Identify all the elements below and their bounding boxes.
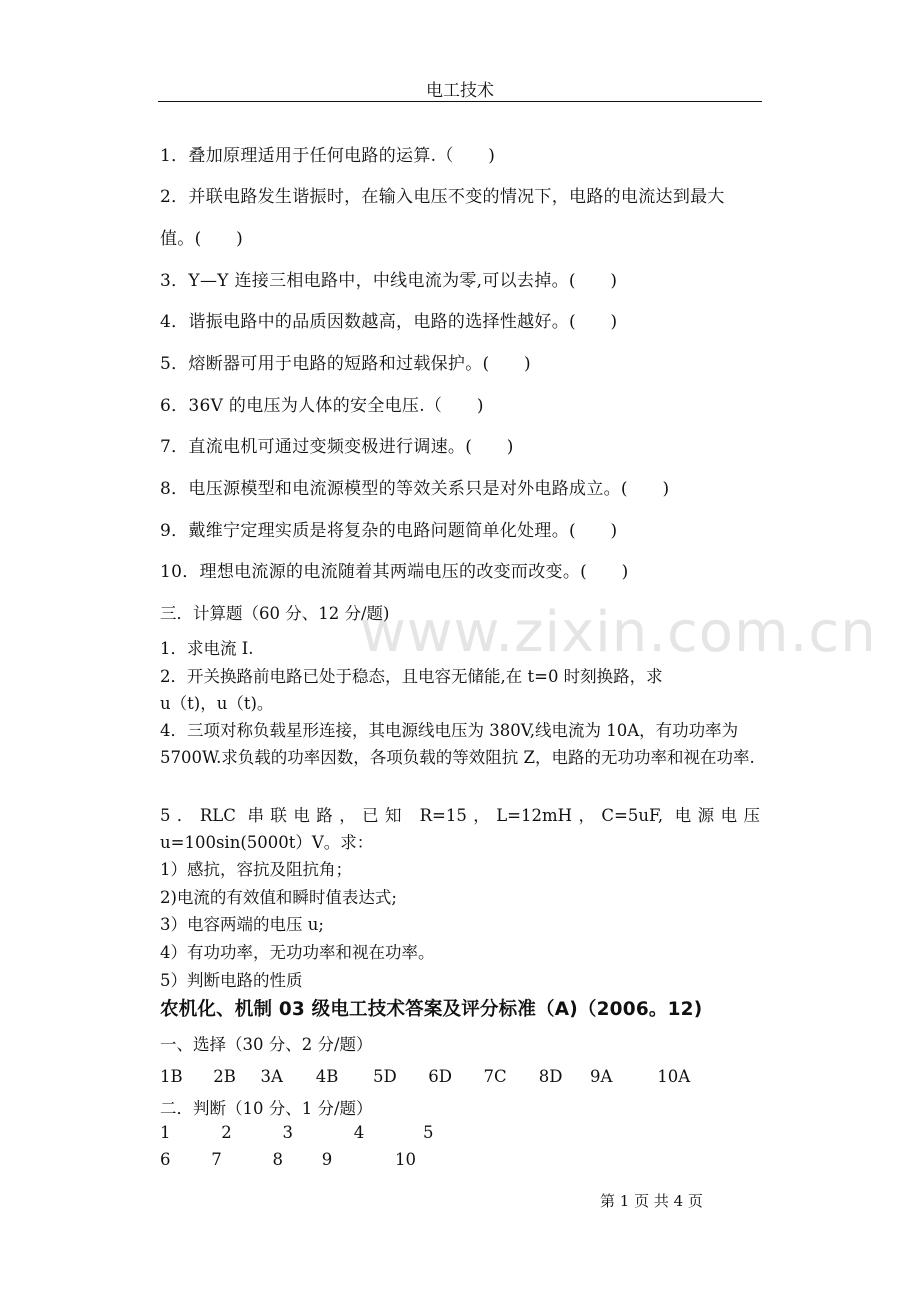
calc-heading: 三．计算题（60 分、12 分/题) [160, 604, 390, 623]
header-rule [158, 101, 762, 102]
answer-section-2-row-1 [160, 1123, 434, 1142]
answer-section-2-row-2 [160, 1150, 416, 1169]
judge-number-4: 4 [353, 1123, 365, 1142]
answer-section-1-heading: 一、选择（30 分、2 分/题） [160, 1035, 373, 1054]
judge-number-8: 8 [272, 1150, 283, 1169]
judge-number-6: 6 [160, 1150, 171, 1169]
choice-answer-10: 10A [657, 1067, 691, 1086]
calc-question-2: 2．开关换路前电路已处于稳态，且电容无储能,在 t=0 时刻换路，求 [160, 667, 663, 686]
choice-answer-7: 7C [483, 1067, 507, 1086]
judge-number-2: 2 [221, 1123, 232, 1142]
judge-number-5: 5 [423, 1123, 434, 1142]
answer-title: 农机化、机制 03 级电工技术答案及评分标准（A)（2006。12) [160, 999, 703, 1020]
tf-question-10: 10．理想电流源的电流随着其两端电压的改变而改变。( ) [160, 562, 629, 582]
calc-q5-sub-5: 5）判断电路的性质 [160, 971, 303, 990]
tf-question-7: 7．直流电机可通过变频变极进行调速。( ) [160, 437, 514, 457]
calc-q5-sub-2: 2)电流的有效值和瞬时值表达式; [160, 888, 397, 907]
choice-answer-4: 4B [315, 1067, 339, 1086]
calc-q5-sub-4: 4）有功功率，无功功率和视在功率。 [160, 943, 435, 962]
choice-answer-5: 5D [373, 1067, 397, 1086]
calc-q5-sub-1: 1）感抗，容抗及阻抗角； [160, 860, 352, 879]
calc-question-5-cont: u=100sin(5000t）V。求： [160, 833, 374, 852]
calc-q5-sub-3: 3）电容两端的电压 u; [160, 915, 324, 934]
judge-number-1: 1 [160, 1123, 171, 1142]
tf-question-9: 9．戴维宁定理实质是将复杂的电路问题简单化处理。( ) [160, 521, 618, 541]
tf-question-2-cont: 值。( ) [160, 229, 244, 249]
judge-number-3: 3 [282, 1123, 293, 1142]
watermark: www.zixin.com.cn [360, 600, 877, 665]
calc-question-4: 4．三项对称负载星形连接，其电源线电压为 380V,线电流为 10A，有功功率为 5700W.求负载的功率因数，各项负载的等效阻抗 Z，电路的无功功率和视在功率. [160, 721, 755, 767]
tf-question-2: 2．并联电路发生谐振时，在输入电压不变的情况下，电路的电流达到最大 [160, 187, 725, 207]
calc-question-2-cont: u（t)，u（t)。 [160, 694, 274, 713]
tf-question-5: 5．熔断器可用于电路的短路和过载保护。( ) [160, 354, 531, 374]
choice-answer-2: 2B [213, 1067, 236, 1086]
answer-section-1-row [160, 1067, 690, 1086]
judge-number-7: 7 [211, 1150, 222, 1169]
tf-question-3: 3．Y—Y 连接三相电路中，中线电流为零,可以去掉。( ) [160, 271, 618, 291]
judge-number-9: 9 [321, 1150, 333, 1169]
choice-answer-3: 3A [260, 1067, 283, 1086]
answer-section-2-heading: 二．判断（10 分、1 分/题） [160, 1099, 373, 1118]
choice-answer-9: 9A [590, 1067, 613, 1086]
page-footer-number: 第 1 页 共 4 页 [600, 1192, 703, 1210]
choice-answer-1: 1B [160, 1067, 183, 1086]
page-header-title: 电工技术 [426, 81, 494, 101]
choice-answer-8: 8D [538, 1067, 563, 1086]
calc-question-1: 1．求电流 I. [160, 639, 254, 658]
judge-number-10: 10 [395, 1150, 416, 1169]
tf-question-1: 1．叠加原理适用于任何电路的运算.（ ) [160, 146, 496, 166]
calc-question-5: 5．RLC 串联电路，已知 R=15，L=12mH，C=5uF, 电源电压 [160, 806, 760, 825]
tf-question-8: 8．电压源模型和电流源模型的等效关系只是对外电路成立。( ) [160, 479, 670, 499]
choice-answer-6: 6D [428, 1067, 452, 1086]
tf-question-6: 6．36V 的电压为人体的安全电压.（ ) [160, 396, 484, 416]
tf-question-4: 4．谐振电路中的品质因数越高，电路的选择性越好。( ) [160, 312, 618, 332]
